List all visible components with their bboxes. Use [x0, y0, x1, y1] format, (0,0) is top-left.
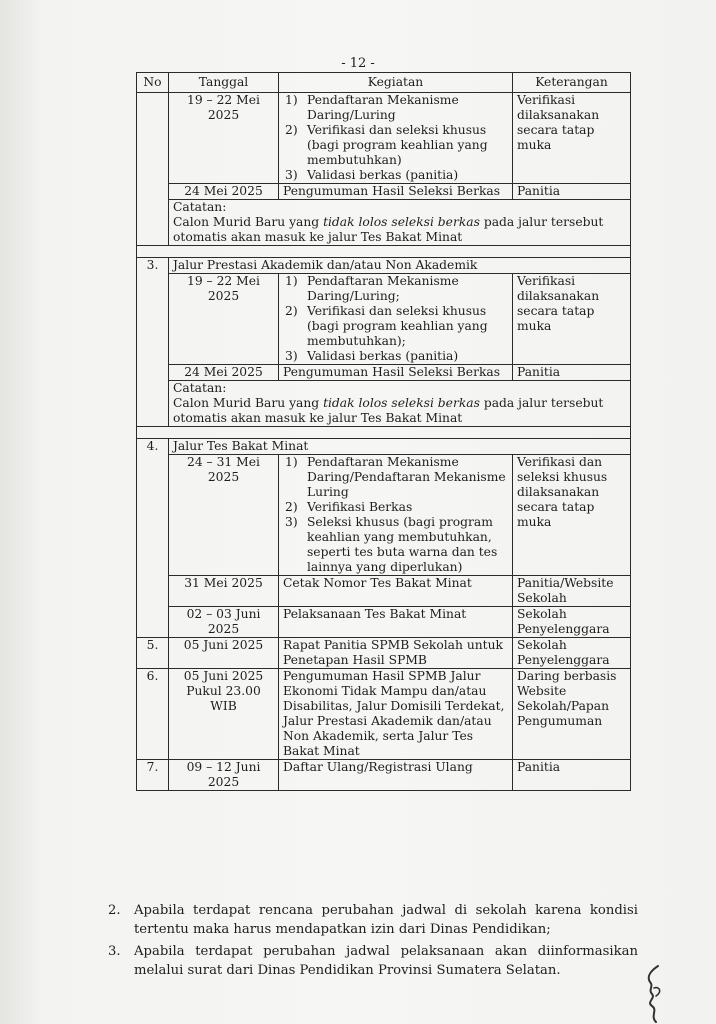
- list-item: 2) Verifikasi dan seleksi khusus (bagi program keahlian yang membutuhkan);: [285, 304, 488, 348]
- header-no: No: [137, 73, 169, 93]
- date-cell: 05 Juni 2025 Pukul 23.00 WIB: [169, 669, 279, 760]
- table-row: [137, 274, 631, 365]
- table-row: [137, 365, 631, 381]
- table-row: [137, 455, 631, 576]
- catatan-text: Calon Murid Baru yang tidak lolos seleksi berkas pada jalur tersebut otomatis akan masuk ke jalur Tes Bakat Minat: [173, 396, 604, 425]
- catatan-text: Calon Murid Baru yang tidak lolos seleksi berkas pada jalur tersebut otomatis akan masuk ke jalur Tes Bakat Minat: [173, 215, 604, 244]
- page-number: - 12 -: [341, 56, 375, 71]
- note-cell: Panitia: [513, 760, 631, 791]
- list-item: 1) Pendaftaran Mekanisme Daring/Luring: [285, 93, 459, 122]
- note-cell: Verifikasi dilaksanakan secara tatap muka: [513, 93, 631, 184]
- note-item: 2. Apabila terdapat rencana perubahan jadwal di sekolah karena kondisi tertentu maka harus mendapatkan izin dari Dinas Pendidikan;: [108, 903, 638, 937]
- activity-cell: Pengumuman Hasil SPMB Jalur Ekonomi Tidak Mampu dan/atau Disabilitas, Jalur Domisili Terdekat, Jalur Prestasi Akademik dan/atau Non Akademik, serta Jalur Tes Bakat Minat: [279, 669, 513, 760]
- table-header-row: [137, 73, 631, 93]
- activity-cell: Pengumuman Hasil Seleksi Berkas: [279, 184, 513, 200]
- activity-cell: [279, 93, 513, 184]
- note-cell: Panitia/Website Sekolah: [513, 576, 631, 607]
- spacer-row: [137, 246, 631, 258]
- table-row: [137, 576, 631, 607]
- handwritten-initial: [640, 962, 670, 1024]
- activity-cell: Rapat Panitia SPMB Sekolah untuk Penetapan Hasil SPMB: [279, 638, 513, 669]
- date-cell: 19 – 22 Mei 2025: [169, 93, 279, 184]
- note-cell: Panitia: [513, 184, 631, 200]
- activity-cell: Daftar Ulang/Registrasi Ulang: [279, 760, 513, 791]
- header-activity: Kegiatan: [279, 73, 513, 93]
- header-note: Keterangan: [513, 73, 631, 93]
- catatan-cell: [169, 200, 631, 246]
- activity-cell: [279, 274, 513, 365]
- header-date: Tanggal: [169, 73, 279, 93]
- catatan-cell: [169, 381, 631, 427]
- section-title: Jalur Tes Bakat Minat: [169, 439, 631, 455]
- table-row: [137, 381, 631, 427]
- table-row: [137, 200, 631, 246]
- activity-cell: [279, 455, 513, 576]
- list-item: 3) Validasi berkas (panitia): [285, 349, 459, 363]
- no-cell: 6.: [137, 669, 169, 760]
- schedule-table: [136, 72, 631, 791]
- note-cell: Sekolah Penyelenggara: [513, 638, 631, 669]
- catatan-label: Catatan:: [173, 200, 227, 214]
- date-cell: 05 Juni 2025: [169, 638, 279, 669]
- numbered-notes: [108, 901, 638, 983]
- date-cell: 09 – 12 Juni 2025: [169, 760, 279, 791]
- no-cell: 7.: [137, 760, 169, 791]
- list-item: 2) Verifikasi dan seleksi khusus (bagi program keahlian yang membutuhkan): [285, 123, 488, 167]
- catatan-label: Catatan:: [173, 381, 227, 395]
- activity-cell: Pelaksanaan Tes Bakat Minat: [279, 607, 513, 638]
- no-cell: 4.: [137, 439, 169, 638]
- date-cell: 02 – 03 Juni 2025: [169, 607, 279, 638]
- section-title: Jalur Prestasi Akademik dan/atau Non Akademik: [169, 258, 631, 274]
- date-cell: 19 – 22 Mei 2025: [169, 274, 279, 365]
- list-item: 3) Seleksi khusus (bagi program keahlian yang membutuhkan, seperti tes buta warna dan tes lainnya yang diperlukan): [285, 515, 498, 574]
- note-cell: Sekolah Penyelenggara: [513, 607, 631, 638]
- note-cell: Daring berbasis Website Sekolah/Papan Pengumuman: [513, 669, 631, 760]
- list-item: 1) Pendaftaran Mekanisme Daring/Luring;: [285, 274, 459, 303]
- table-row: [137, 669, 631, 760]
- spacer-row: [137, 427, 631, 439]
- table-row: [137, 607, 631, 638]
- list-item: 1) Pendaftaran Mekanisme Daring/Pendaftaran Mekanisme Luring: [285, 455, 506, 499]
- note-cell: Verifikasi dan seleksi khusus dilaksanakan secara tatap muka: [513, 455, 631, 576]
- date-cell: 24 Mei 2025: [169, 184, 279, 200]
- list-item: 2) Verifikasi Berkas: [285, 500, 413, 514]
- date-cell: 31 Mei 2025: [169, 576, 279, 607]
- no-cell: 5.: [137, 638, 169, 669]
- table-row: [137, 638, 631, 669]
- activity-cell: Pengumuman Hasil Seleksi Berkas: [279, 365, 513, 381]
- note-cell: Verifikasi dilaksanakan secara tatap muka: [513, 274, 631, 365]
- date-cell: 24 – 31 Mei 2025: [169, 455, 279, 576]
- no-cell: 3.: [137, 258, 169, 427]
- list-item: 3) Validasi berkas (panitia): [285, 168, 459, 182]
- section-row: [137, 258, 631, 274]
- table-row: [137, 184, 631, 200]
- activity-cell: Cetak Nomor Tes Bakat Minat: [279, 576, 513, 607]
- note-item: 3. Apabila terdapat perubahan jadwal pelaksanaan akan diinformasikan melalui surat dari Dinas Pendidikan Provinsi Sumatera Selatan.: [108, 944, 638, 978]
- table-row: [137, 93, 631, 184]
- section-row: [137, 439, 631, 455]
- table-row: [137, 760, 631, 791]
- date-cell: 24 Mei 2025: [169, 365, 279, 381]
- note-cell: Panitia: [513, 365, 631, 381]
- no-cell: [137, 93, 169, 246]
